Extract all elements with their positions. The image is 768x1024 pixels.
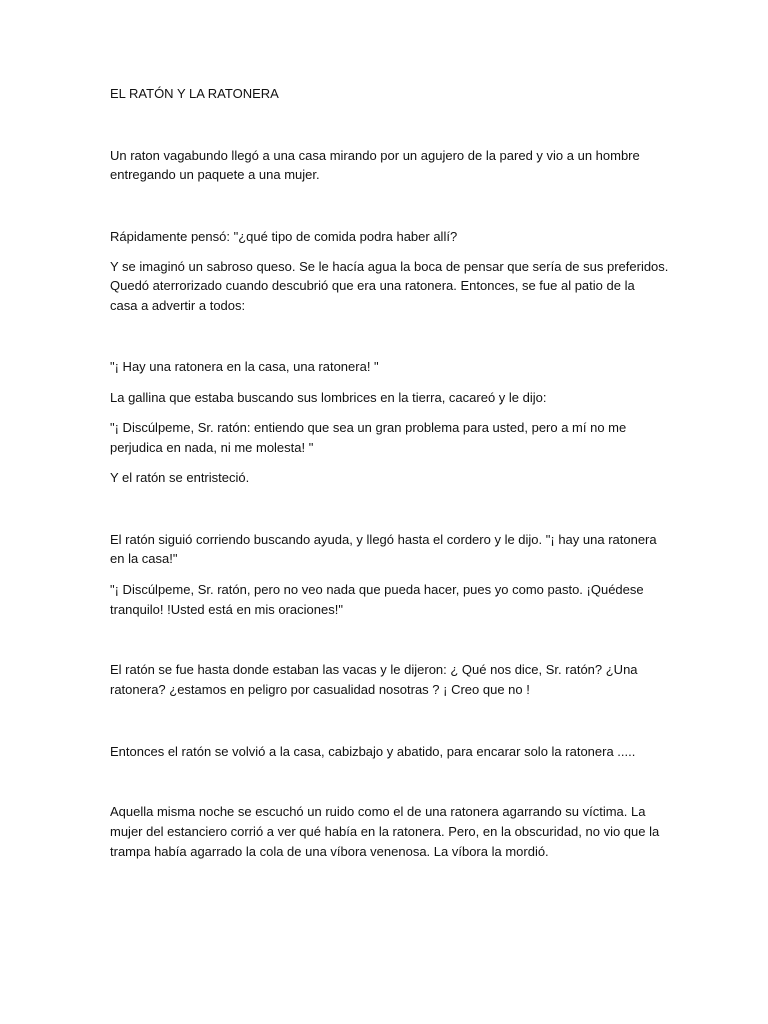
text-line: El ratón siguió corriendo buscando ayuda, y llegó hasta el cordero y le dijo. "¡ hay una ratonera: [110, 532, 657, 547]
text-line: ratonera? ¿estamos en peligro por casualidad nosotras ? ¡ Creo que no !: [110, 682, 530, 697]
text-line: "¡ Discúlpeme, Sr. ratón, pero no veo nada que pueda hacer, pues yo como pasto. ¡Quédese: [110, 582, 644, 597]
text-line: Entonces el ratón se volvió a la casa, cabizbajo y abatido, para encarar solo la ratonera .....: [110, 744, 636, 759]
text-line: Rápidamente pensó: "¿qué tipo de comida podra haber allí?: [110, 229, 458, 244]
text-line: trampa había agarrado la cola de una víbora venenosa. La víbora la mordió.: [110, 844, 549, 859]
text-line: perjudica en nada, ni me molesta! ": [110, 440, 314, 455]
text-line: casa a advertir a todos:: [110, 298, 246, 313]
document-title: EL RATÓN Y LA RATONERA: [110, 86, 279, 101]
text-line: "¡ Discúlpeme, Sr. ratón: entiendo que sea un gran problema para usted, pero a mí no me: [110, 420, 627, 435]
text-line: Quedó aterrorizado cuando descubrió que era una ratonera. Entonces, se fue al patio de la: [110, 278, 635, 293]
text-line: tranquilo! !Usted está en mis oraciones!": [110, 602, 343, 617]
text-line: Y el ratón se entristeció.: [110, 470, 250, 485]
text-line: "¡ Hay una ratonera en la casa, una ratonera! ": [110, 359, 379, 374]
text-line: La gallina que estaba buscando sus lombrices en la tierra, cacareó y le dijo:: [110, 390, 547, 405]
text-line: entregando un paquete a una mujer.: [110, 167, 320, 182]
text-line: El ratón se fue hasta donde estaban las vacas y le dijeron: ¿ Qué nos dice, Sr. ratón? ¿Una: [110, 662, 638, 677]
text-line: mujer del estanciero corrió a ver qué había en la ratonera. Pero, en la obscuridad, no vio que la: [110, 824, 660, 839]
text-line: Y se imaginó un sabroso queso. Se le hacía agua la boca de pensar que sería de sus preferidos.: [110, 259, 669, 274]
text-line: Un raton vagabundo llegó a una casa mirando por un agujero de la pared y vio a un hombre: [110, 148, 640, 163]
text-line: en la casa!": [110, 551, 178, 566]
text-line: Aquella misma noche se escuchó un ruido como el de una ratonera agarrando su víctima. La: [110, 804, 646, 819]
